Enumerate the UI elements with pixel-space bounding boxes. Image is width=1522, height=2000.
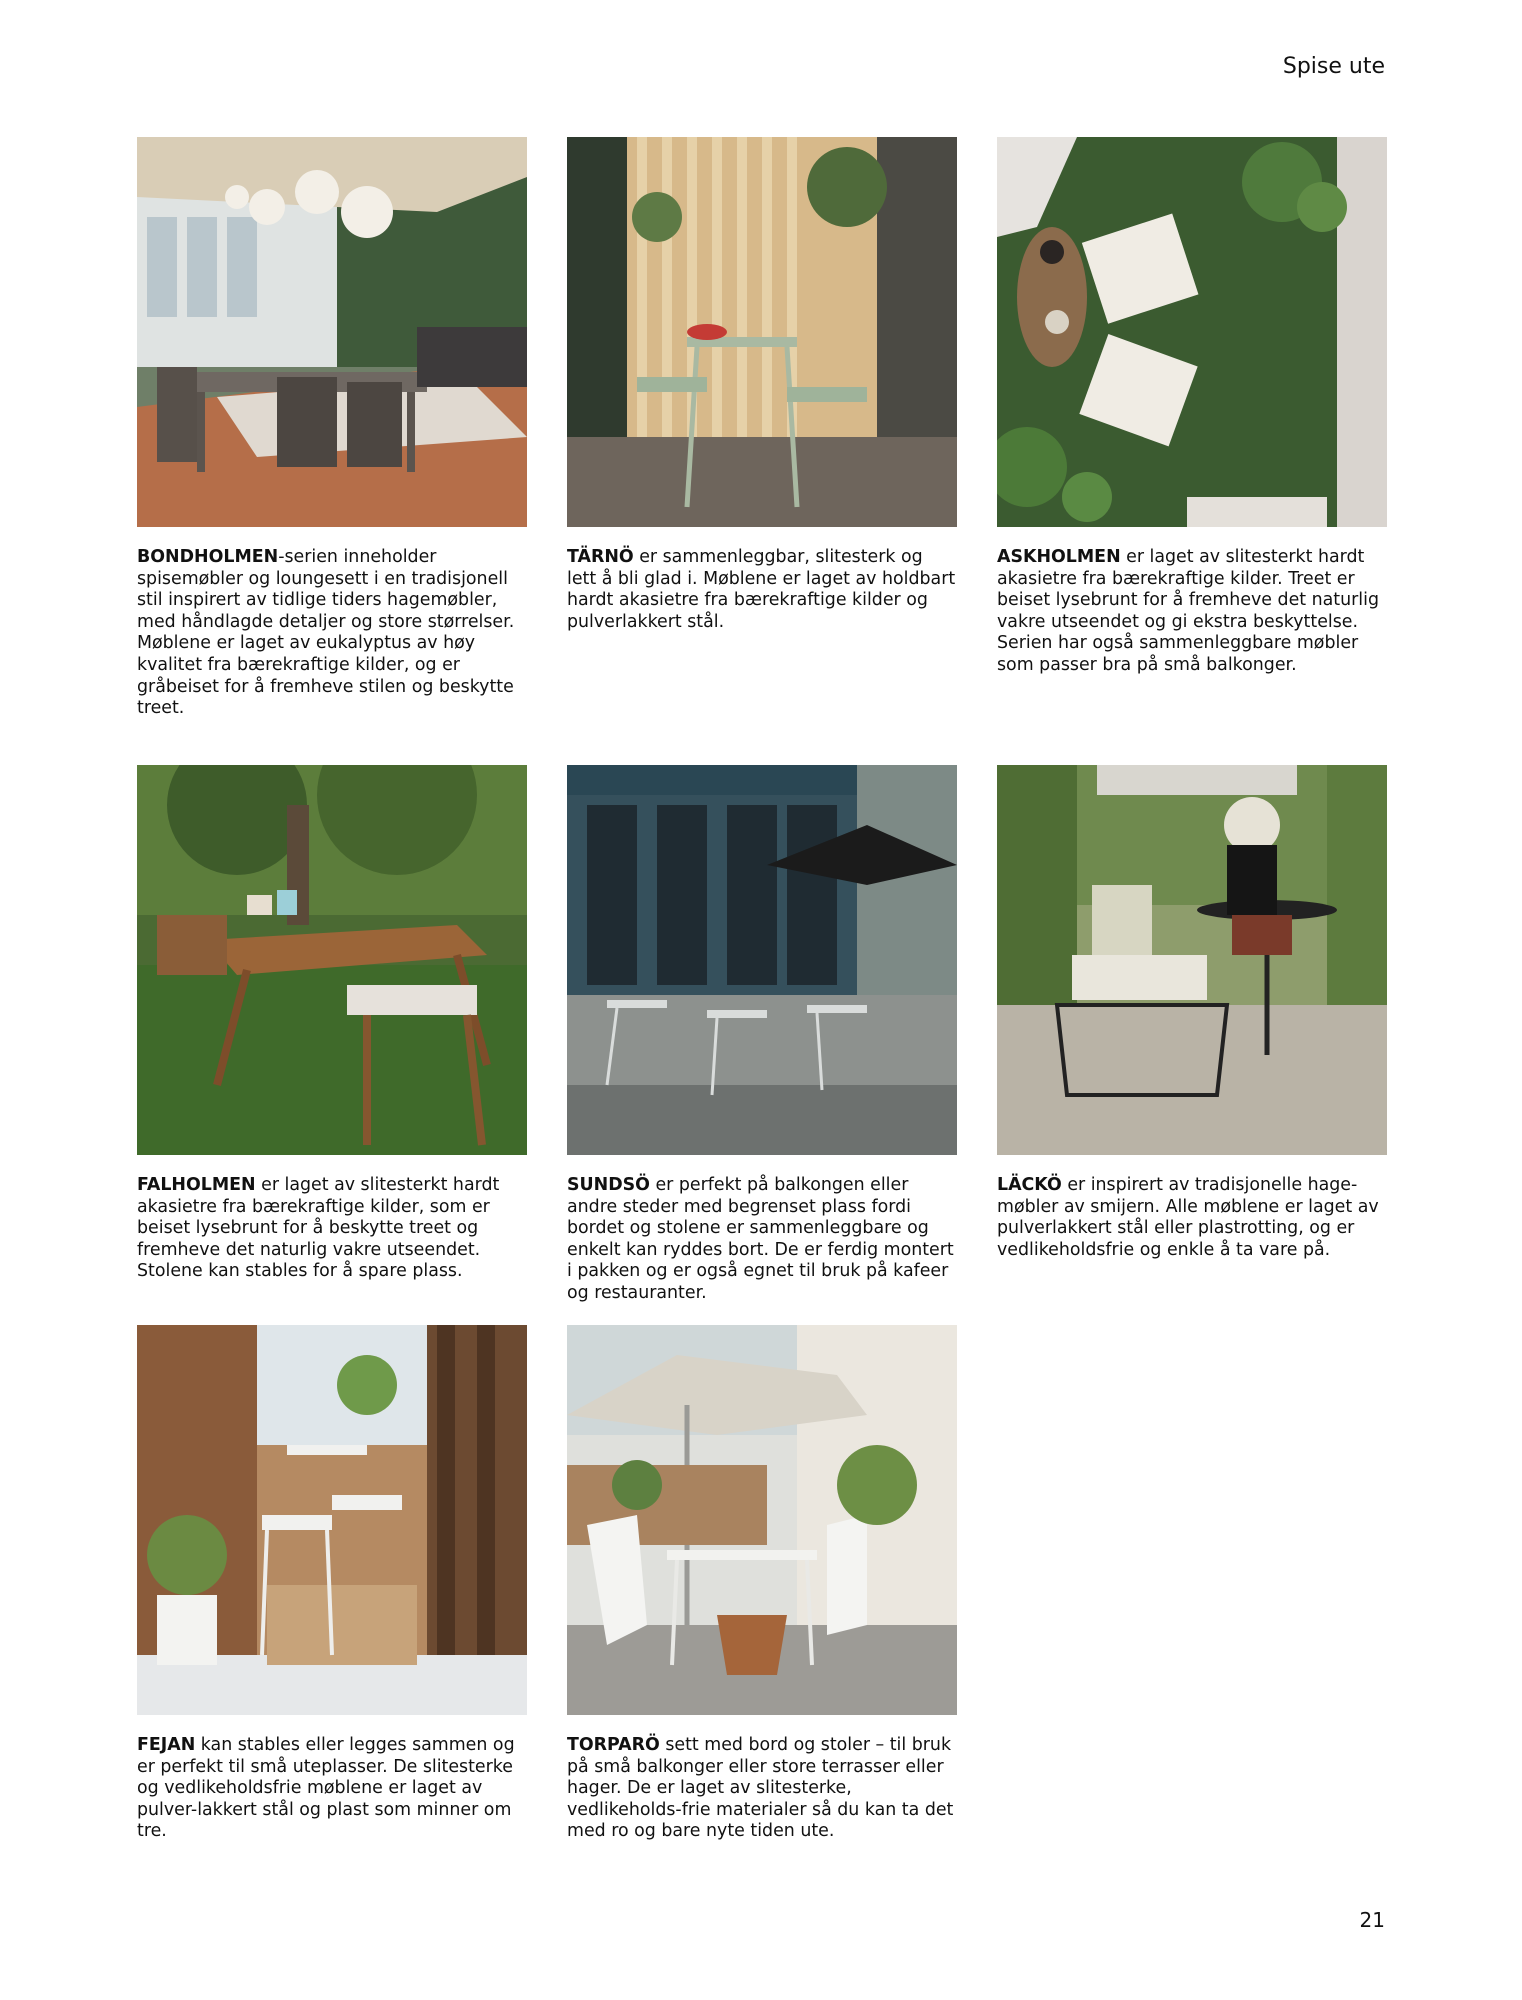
product-card-bondholmen — [137, 137, 527, 720]
product-card-lacko — [997, 765, 1387, 1261]
fejan-photo — [137, 1325, 527, 1715]
falholmen-photo — [137, 765, 527, 1155]
product-card-falholmen — [137, 765, 527, 1283]
torparo-photo — [567, 1325, 957, 1715]
product-name: SUNDSÖ — [567, 1175, 650, 1195]
product-text: er perfekt på balkongen eller andre steder med begrenset plass fordi bordet og stolene er sammenleggbare og enkelt kan ryddes bort. De er ferdig montert i pakken og er også egnet til bruk på kafeer og restauranter. — [567, 1175, 954, 1303]
sundso-description — [567, 1175, 957, 1305]
product-text: -serien inneholder spisemøbler og loungesett i en tradisjonell stil inspirert av tidlige tiders hagemøbler, med håndlagde detaljer og store størrelser. Møblene er laget av eukalyptus av høy kvalitet fra bærekraftige kilder, og er gråbeiset for å fremheve stilen og beskytte treet. — [137, 547, 515, 719]
product-name: TÄRNÖ — [567, 547, 634, 567]
lacko-description — [997, 1175, 1387, 1261]
product-text: kan stables eller legges sammen og er perfekt til små uteplasser. De slitesterke og vedlikeholdsfrie møblene er laget av pulver-lakkert stål og plast som minner om tre. — [137, 1735, 515, 1842]
product-name: TORPARÖ — [567, 1735, 660, 1755]
page-number: 21 — [1359, 1908, 1385, 1932]
falholmen-description — [137, 1175, 527, 1283]
lacko-photo — [997, 765, 1387, 1155]
askholmen-description — [997, 547, 1387, 677]
tarno-description — [567, 547, 957, 633]
sundso-photo — [567, 765, 957, 1155]
product-name: BONDHOLMEN — [137, 547, 279, 567]
product-name: ASKHOLMEN — [997, 547, 1121, 567]
bondholmen-description — [137, 547, 527, 720]
product-text: sett med bord og stoler – til bruk på små balkonger eller store terrasser eller hager. De er laget av slitesterke, vedlikeholds-frie materialer så du kan ta det med ro og bare nyte tiden ute. — [567, 1735, 954, 1842]
product-name: LÄCKÖ — [997, 1175, 1062, 1195]
product-name: FEJAN — [137, 1735, 196, 1755]
tarno-photo — [567, 137, 957, 527]
fejan-description — [137, 1735, 527, 1843]
product-text: er sammenleggbar, slitesterk og lett å bli glad i. Møblene er laget av holdbart hardt akasietre fra bærekraftige kilder og pulverlakkert stål. — [567, 547, 956, 632]
product-text: er inspirert av tradisjonelle hage-møbler av smijern. Alle møblene er laget av pulverlakkert stål eller plastrotting, og er vedlikeholdsfrie og enkle å ta vare på. — [997, 1175, 1379, 1260]
product-text: er laget av slitesterkt hardt akasietre fra bærekraftige kilder, som er beiset lysebrunt for å beskytte treet og fremheve det naturlig vakre utseendet. Stolene kan stables for å spare plass. — [137, 1175, 500, 1282]
askholmen-photo — [997, 137, 1387, 527]
product-text: er laget av slitesterkt hardt akasietre fra bærekraftige kilder. Treet er beiset lysebrunt for å fremheve det naturlig vakre utseendet og gi ekstra beskyttelse. Serien har også sammenleggbare møbler som passer bra på små balkonger. — [997, 547, 1379, 675]
product-card-sundso — [567, 765, 957, 1305]
product-card-tarno — [567, 137, 957, 633]
product-card-torparo — [567, 1325, 957, 1843]
product-card-askholmen — [997, 137, 1387, 677]
bondholmen-photo — [137, 137, 527, 527]
torparo-description — [567, 1735, 957, 1843]
product-name: FALHOLMEN — [137, 1175, 256, 1195]
product-card-fejan — [137, 1325, 527, 1843]
section-title: Spise ute — [1282, 54, 1385, 79]
